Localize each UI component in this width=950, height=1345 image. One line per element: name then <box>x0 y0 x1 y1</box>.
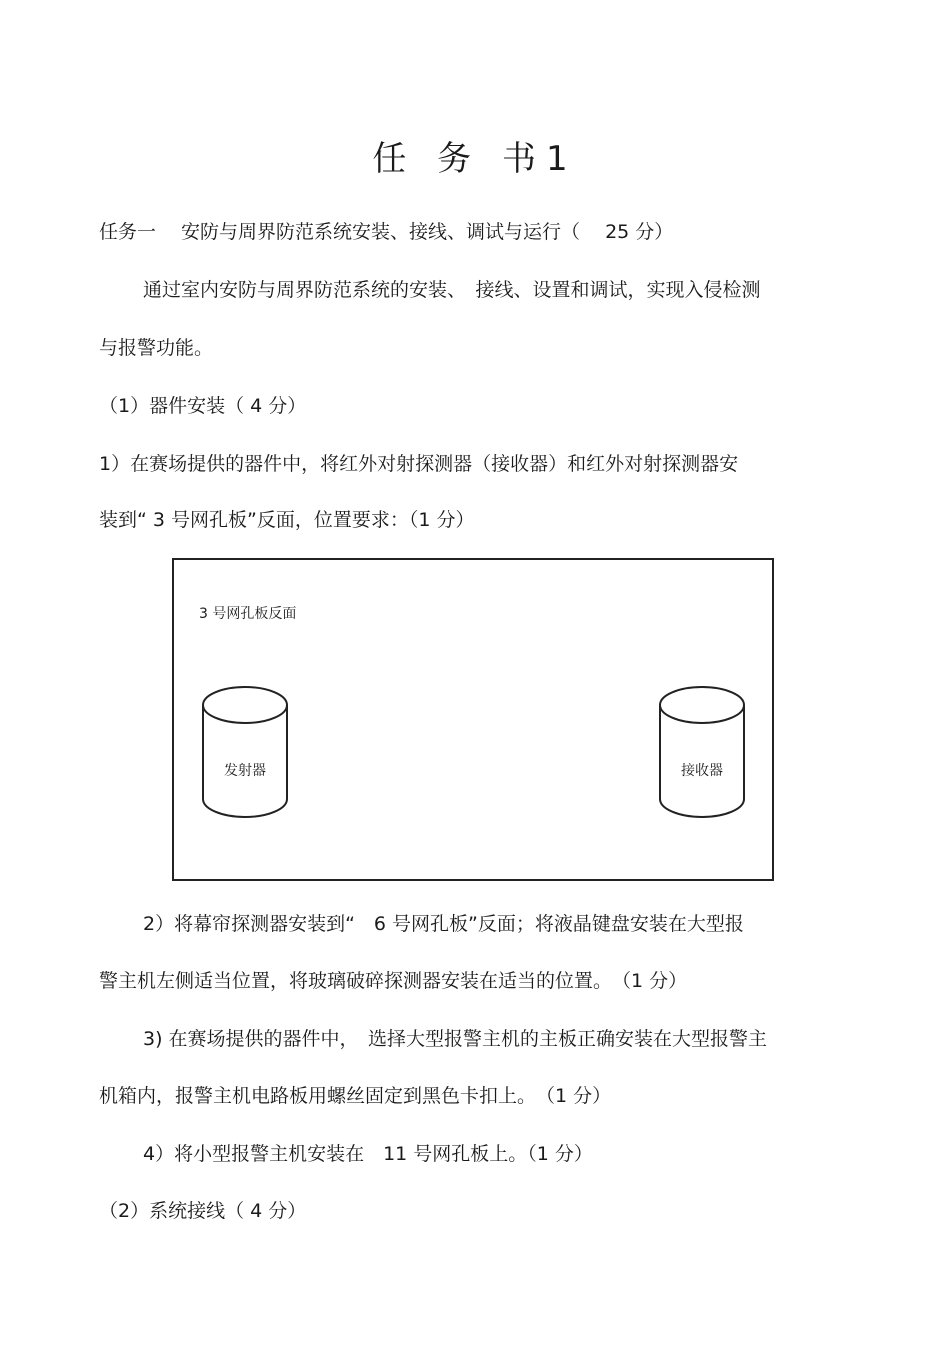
intro-line-1: 通过室内安防与周界防范系统的安装、 接线、设置和调试，实现入侵检测 <box>143 279 761 301</box>
page-title: 任 务 书1 <box>372 139 578 179</box>
item2-line-2: 警主机左侧适当位置，将玻璃破碎探测器安装在适当的位置。 （1 分） <box>99 970 688 992</box>
item1-line-2: 装到“ 3 号网孔板”反面，位置要求：（1 分） <box>99 509 475 531</box>
item3-line-2: 机箱内，报警主机电路板用螺丝固定到黑色卡扣上。 （1 分） <box>99 1085 612 1107</box>
receiver-cylinder <box>658 683 746 821</box>
cylinder-shape <box>658 683 746 821</box>
item4-line: 4）将小型报警主机安装在 11 号网孔板上。（1 分） <box>143 1143 593 1165</box>
intro-line-2: 与报警功能。 <box>99 337 214 359</box>
board-label: 3 号网孔板反面 <box>199 606 297 622</box>
transmitter-label: 发射器 <box>224 763 266 779</box>
item2-line-1: 2）将幕帘探测器安装到“ 6 号网孔板”反面；将液晶键盘安装在大型报 <box>143 913 744 935</box>
section2-heading: （2）系统接线（ 4 分） <box>99 1200 307 1222</box>
task1-heading: 任务一 安防与周界防范系统安装、接线、调试与运行（ 25 分） <box>99 221 674 243</box>
receiver-label: 接收器 <box>681 763 723 779</box>
section1-heading: （1）器件安装（ 4 分） <box>99 395 307 417</box>
cylinder-shape <box>201 683 289 821</box>
board-diagram <box>172 558 774 881</box>
transmitter-cylinder <box>201 683 289 821</box>
item1-line-1: 1）在赛场提供的器件中，将红外对射探测器（接收器）和红外对射探测器安 <box>99 453 739 475</box>
item3-line-1: 3) 在赛场提供的器件中， 选择大型报警主机的主板正确安装在大型报警主 <box>143 1028 768 1050</box>
